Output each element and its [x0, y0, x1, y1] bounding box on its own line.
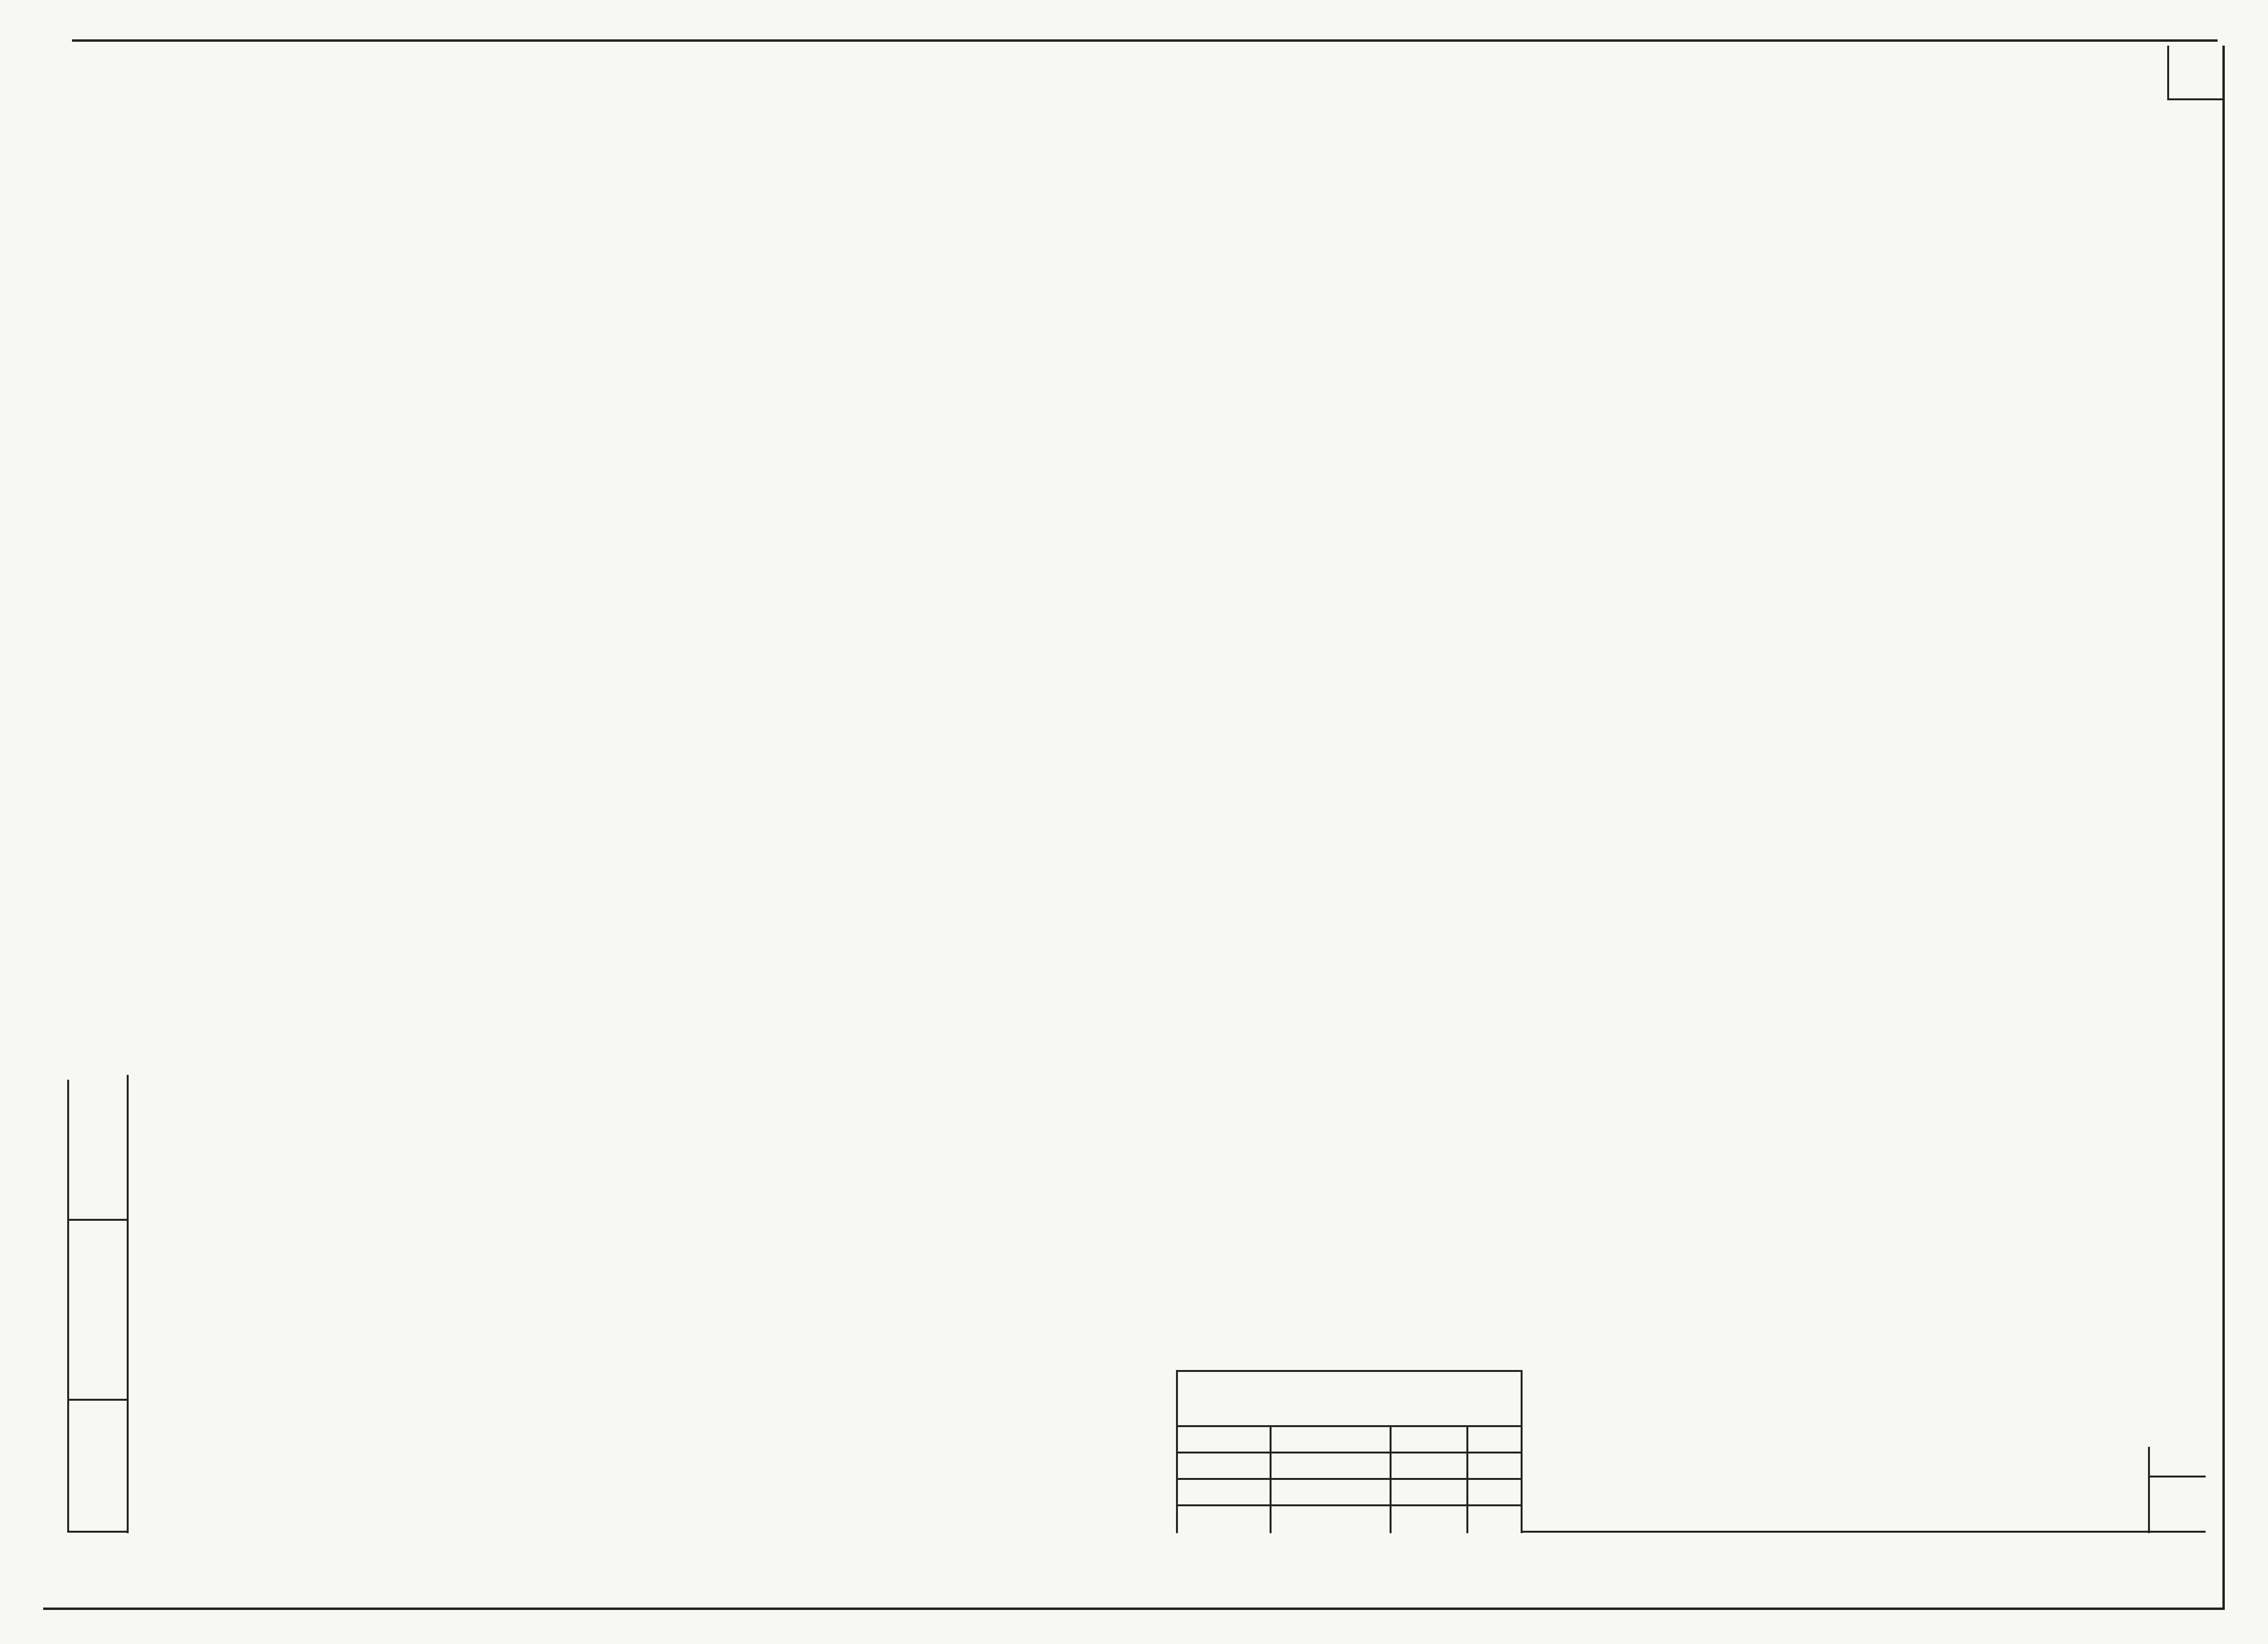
- bottom-border-line: [43, 1608, 2225, 1610]
- right-border-line: [2222, 46, 2225, 1610]
- top-border-line: [72, 39, 2218, 42]
